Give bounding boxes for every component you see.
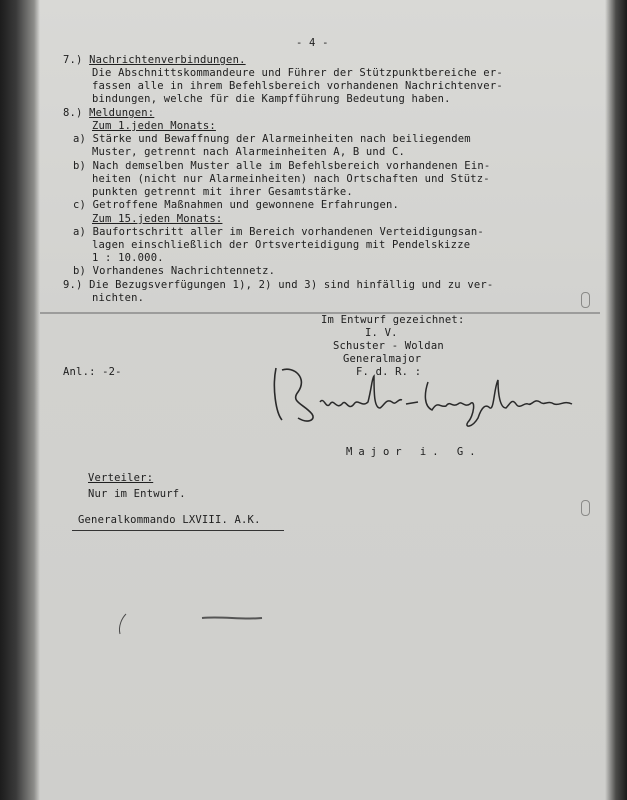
handwritten-signature [268,358,598,438]
enclosures-label: Anl.: -2- [63,366,122,378]
punch-hole-top [581,292,590,308]
section-9-line: nichten. [92,292,145,304]
fdr-label: F. d. R. : [356,366,422,378]
item-15a-line: 1 : 10.000. [92,252,164,264]
page-number: - 4 - [296,37,329,49]
section-7-line: bindungen, welche für die Kampfführung Bedeutung haben. [92,93,451,105]
section-8-heading [63,107,154,120]
section-7-title: Nachrichtenverbindungen. [89,54,246,66]
item-b-line: b) Nach demselben Muster alle im Befehlsbereich vorhandenen Ein- [73,160,491,172]
subheading-monthly-1: Zum 1.jeden Monats: [92,120,216,132]
page-fold-line [40,312,600,314]
section-8-number: 8.) [63,107,83,119]
signatory-rank: Generalmajor [343,353,422,365]
subheading-monthly-15: Zum 15.jeden Monats: [92,213,223,225]
iv-label: I. V. [365,327,398,339]
item-a-line: Muster, getrennt nach Alarmeinheiten A, B und C. [92,146,406,158]
item-c-line: c) Getroffene Maßnahmen und gewonnene Erfahrungen. [73,199,400,211]
item-a-line: a) Stärke und Bewaffnung der Alarmeinheiten nach beiliegendem [73,133,471,145]
section-8-title: Meldungen: [89,107,155,119]
section-7-line: fassen alle in ihrem Befehlsbereich vorhandenen Nachrichtenver- [92,80,503,92]
signatory-name: Schuster - Woldan [333,340,444,352]
item-b-line: heiten (nicht nur Alarmeinheiten) nach Ortschaften und Stütz- [92,173,490,185]
draft-signed-label: Im Entwurf gezeichnet: [321,314,465,326]
issuing-command: Generalkommando LXVIII. A.K. [78,514,261,526]
signed-rank: Major i. G. [346,446,482,458]
command-underline [72,530,284,531]
film-edge-left [0,0,40,800]
item-15a-line: lagen einschließlich der Ortsverteidigung mit Pendelskizze [92,239,471,251]
film-edge-right [605,0,627,800]
distribution-line: Nur im Entwurf. [88,488,186,500]
pencil-marks [112,604,292,644]
punch-hole-bottom [581,500,590,516]
section-7-number: 7.) [63,54,83,66]
section-7-line: Die Abschnittskommandeure und Führer der Stützpunktbereiche er- [92,67,503,79]
item-15b-line: b) Vorhandenes Nachrichtennetz. [73,265,276,277]
section-9-line: 9.) Die Bezugsverfügungen 1), 2) und 3) sind hinfällig und zu ver- [63,279,494,291]
distribution-heading: Verteiler: [88,472,154,484]
item-b-line: punkten getrennt mit ihrer Gesamtstärke. [92,186,353,198]
section-7-heading [63,54,246,67]
item-15a-line: a) Baufortschritt aller im Bereich vorhandenen Verteidigungsan- [73,226,484,238]
